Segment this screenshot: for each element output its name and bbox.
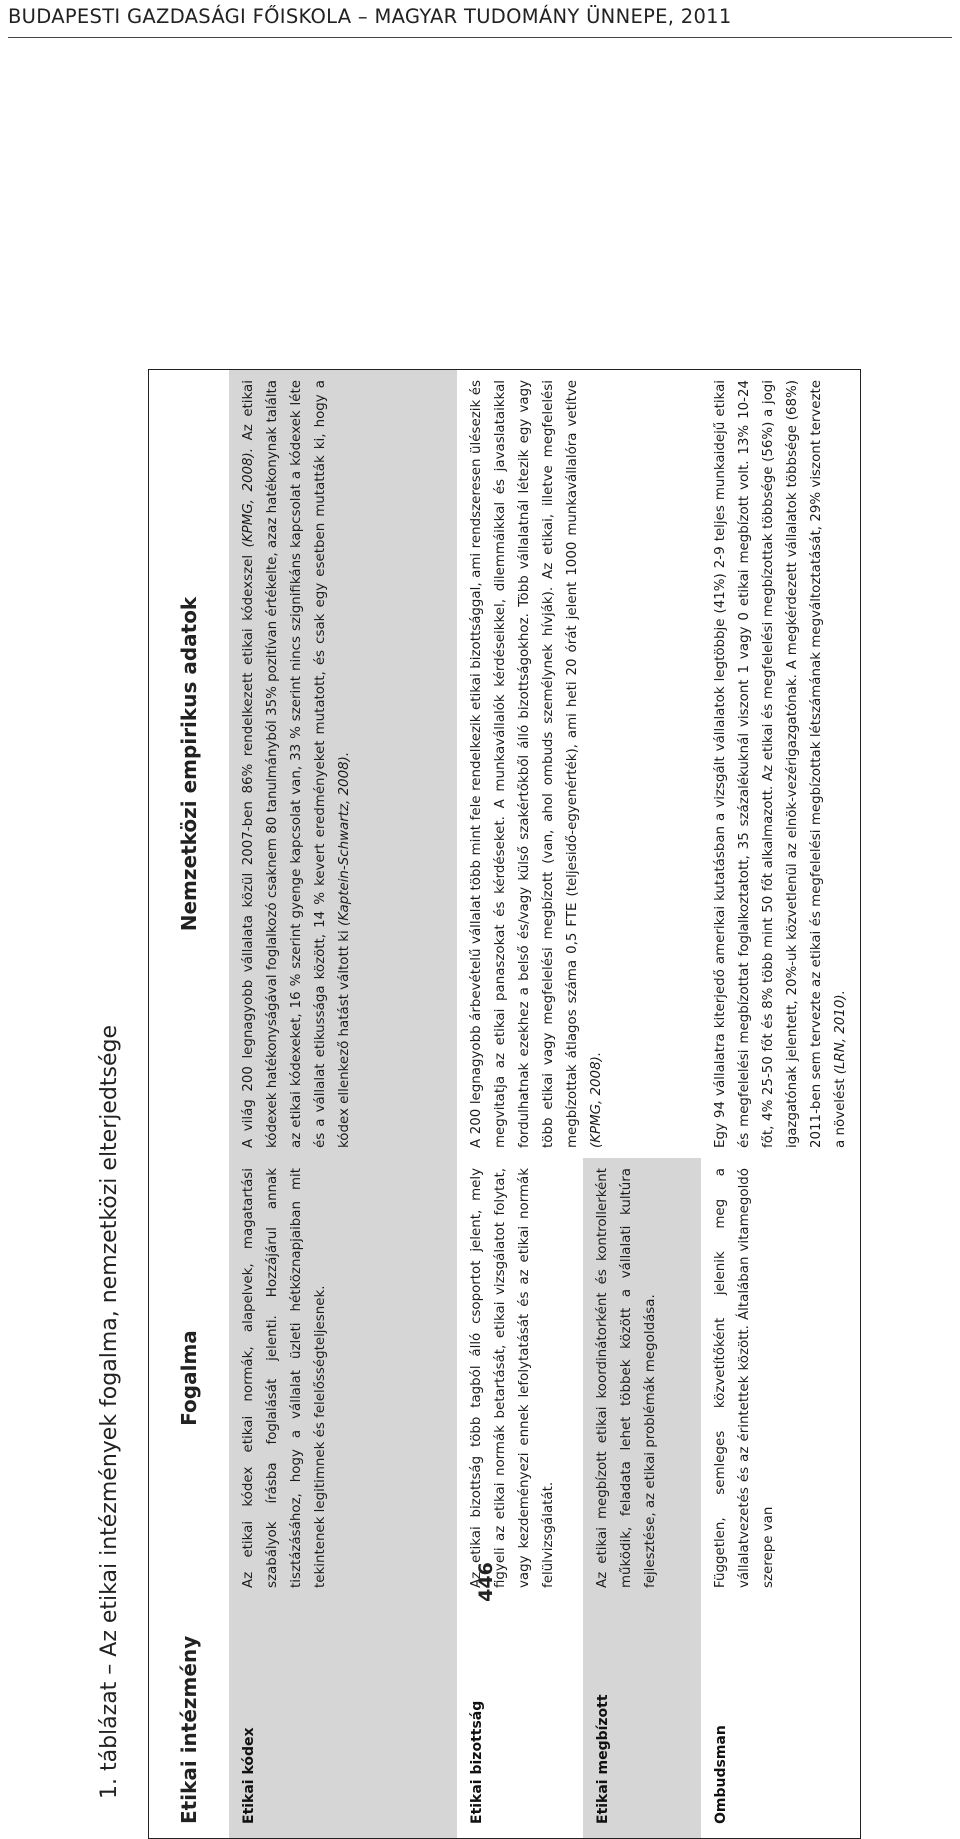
citation: (LRN, 2010). [833, 990, 848, 1075]
empirical-text: A világ 200 legnagyobb vállalata közül 2007-ben 86% rendelkezett etikai kódexszel [241, 547, 256, 1148]
empirical-data [457, 370, 701, 1158]
empirical-data [229, 370, 457, 1158]
institution-name: Ombudsman [713, 1725, 729, 1824]
column-header-institution: Etikai intézmény [177, 1635, 201, 1824]
empirical-text: Az etikai kódexek hatékonyságával foglalkozó csaknem 80 tanulmányból 35% pozitívan értékelte, azaz hatékonynak találta az etikai kódexeket, 16 % szerint gyenge kapcsolat van, 33 % szerint nincs szignifikáns kapcsolat a kódexek léte és a vállalat etikussága között, 14 % kevert eredményeket mutatott, és csak egy esetben mutatták ki, hogy a kódex ellenkező hatást váltott ki [241, 380, 352, 1148]
institution-name: Etikai kódex [241, 1727, 257, 1824]
running-header: BUDAPESTI GAZDASÁGI FŐISKOLA – MAGYAR TUDOMÁNY ÜNNEPE, 2011 [8, 5, 732, 28]
column-header-definition: Fogalma [177, 1330, 201, 1426]
table-row [457, 1158, 583, 1838]
table-header-row [149, 370, 229, 1838]
citation: (KPMG, 2008). [589, 1051, 604, 1148]
institution-definition: Az etikai kódex etikai normák, alapelvek, magatartási szabályok írásba foglalását jelenti. Hozzájárul annak tisztázásához, hogy a vállalat üzleti hétköznapjaiban mit tekintenek legitimnek és felelősségteljesnek. [241, 1168, 328, 1588]
empirical-text: Egy 94 vállalatra kiterjedő amerikai kutatásban a vizsgált vállalatok legtöbbje (41%) 2-9 teljes munkaidejű etikai és megfelelési megbízottat foglalkoztatott, 35 százalékuknál viszont 1 vagy 0 etikai megbízott volt. 13% 10-24 főt, 4% 25-50 főt és 8% több mint 50 főt alkalmazott. Az etikai és megfelelési megbízottak többsége (56%) a jogi igazgatónak jelentett, 20%-uk közvetlenül az elnök-vezérigazgatónak. A megkérdezett vállalatok többsége (68%) 2011-ben sem tervezte az etikai és megfelelési megbízottak létszámának megváltoztatását, 29% viszont tervezte a növelést [713, 380, 848, 1148]
institution-definition: Az etikai megbízott etikai koordinátorként és kontrollerként működik, feladata lehet többek között a vállalati kultúra fejlesztése, az etikai problémák megoldása. [595, 1168, 658, 1588]
rotated-table-block [81, 369, 861, 1839]
table-row [583, 1158, 701, 1838]
institution-definition: Az etikai bizottság több tagból álló csoportot jelent, mely figyeli az etikai normák betartását, etikai vizsgálatot folytat, vagy kezdeményezi ennek lefolytatását és az etikai normák felülvizsgálatát. [469, 1168, 556, 1588]
institution-name: Etikai bizottság [469, 1700, 485, 1824]
table-caption: 1. táblázat – Az etikai intézmények fogalma, nemzetközi elterjedtsége [97, 1025, 122, 1799]
institutions-table [148, 369, 861, 1839]
page-number: 446 [475, 1562, 497, 1602]
table-row-group [457, 370, 701, 1838]
row-group-left [457, 1158, 701, 1838]
empirical-data [701, 370, 859, 1158]
citation: (KPMG, 2008). [241, 447, 256, 548]
institution-name: Etikai megbízott [595, 1694, 611, 1824]
column-header-empirical: Nemzetközi empirikus adatok [177, 596, 201, 932]
table-row [229, 370, 457, 1838]
citation: (Kaptein-Schwartz, 2008). [337, 751, 352, 927]
empirical-text: A 200 legnagyobb árbevételű vállalat több mint fele rendelkezik etikai bizottsággal, ami rendszeresen ülésezik és megvitatja az etikai panaszokat és kérdéseket. A munkavállalók kérdéseikkel, dilemmáikkal és javaslataikkal fordulhatnak ezekhez a belső és/vagy külső szakértőkből álló bizottságokhoz. Több vállalatnál létezik egy vagy több etikai vagy megfelelési megbízott (van, ahol ombuds személynek hívják). Az etikai, illetve megfelelési megbízottak átlagos száma 0,5 FTE (teljesidő-egyenérték), ami heti 20 órát jelent 1000 munkavállalóra vetítve [469, 380, 580, 1148]
table-row [701, 370, 859, 1838]
header-rule [8, 37, 952, 38]
institution-definition: Független, semleges közvetítőként jelenik meg a vállalatvezetés és az érintettek között. Általában vitamegoldó szerepe van [713, 1168, 776, 1588]
